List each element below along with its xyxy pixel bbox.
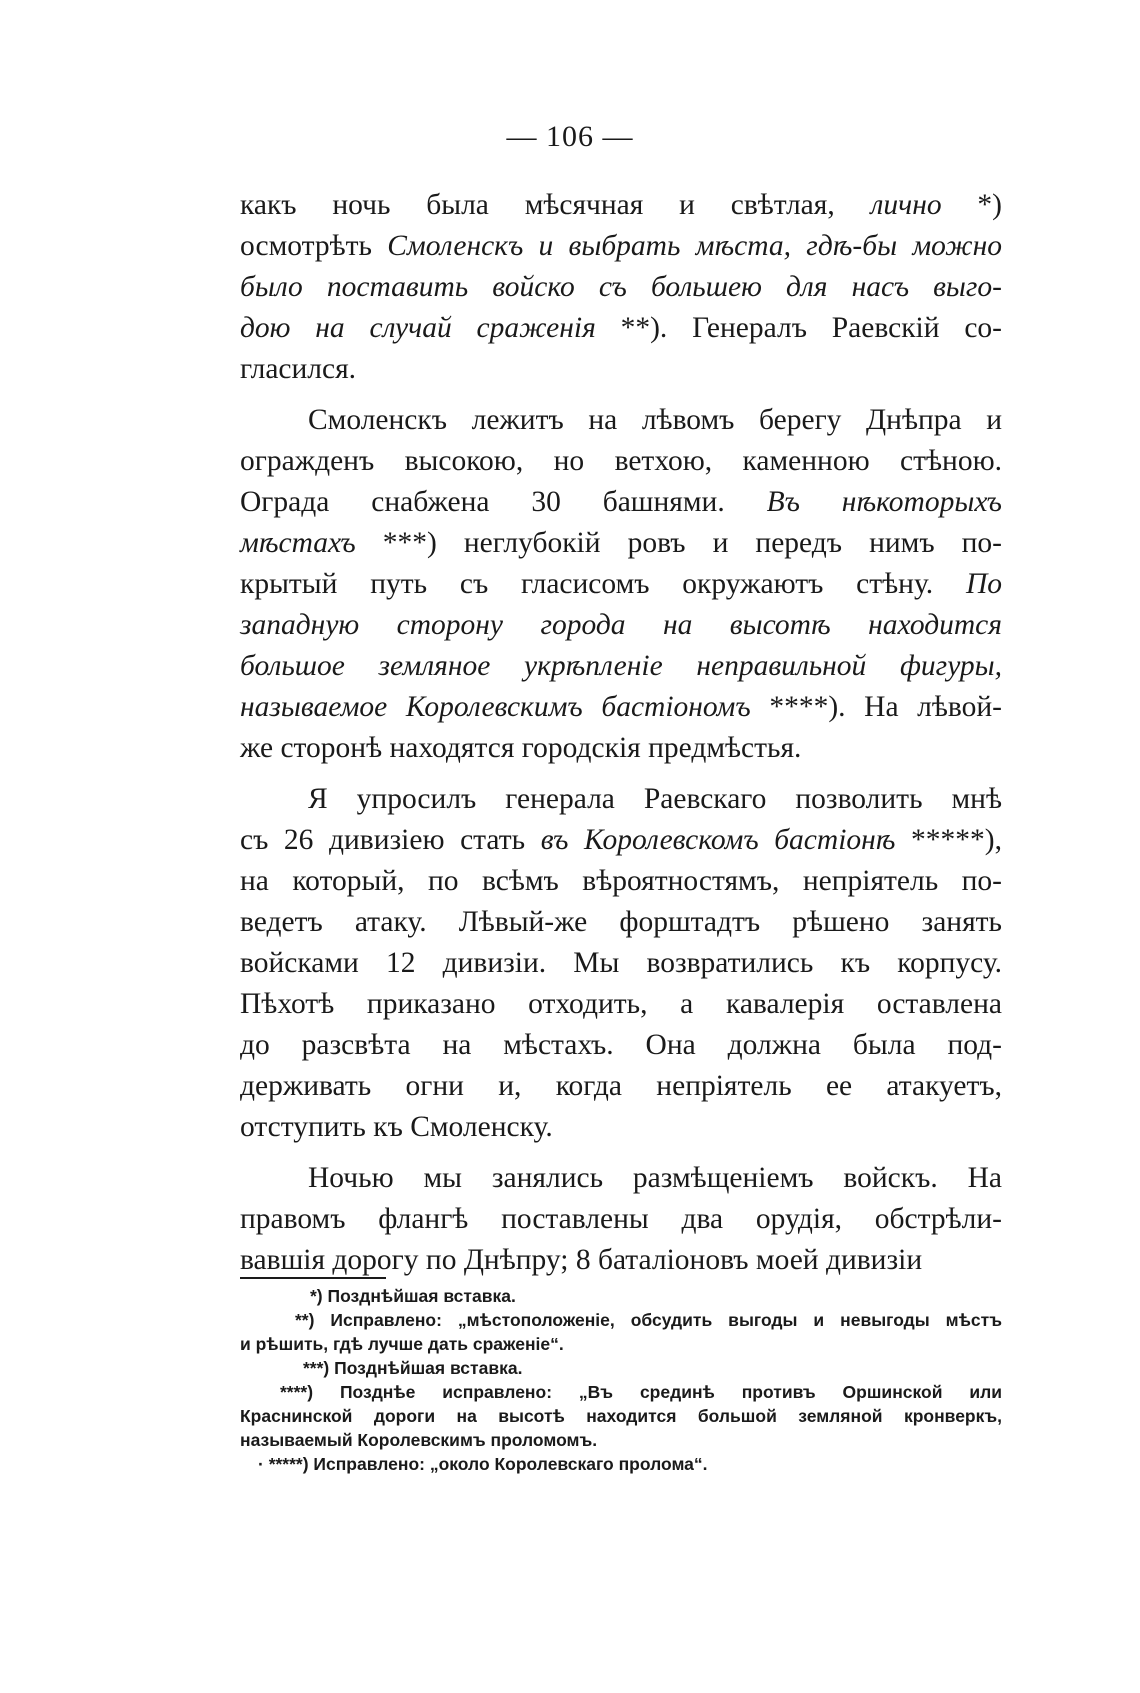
text-line: [240, 308, 1002, 349]
text: осмотрѣть: [240, 230, 388, 262]
text: Я упросилъ генерала Раевскаго позволить мнѣ: [308, 783, 1002, 815]
text-line: [240, 185, 1002, 226]
text: же сторонѣ находятся городскія предмѣстья.: [240, 732, 802, 764]
footnote-divider: [240, 1277, 386, 1279]
text: Смоленскъ лежитъ на лѣвомъ берегу Днѣпра и: [308, 404, 1002, 436]
text: вавшія дорогу по Днѣпру; 8 баталіоновъ моей дивизіи: [240, 1244, 923, 1276]
text-line: [240, 267, 1002, 308]
italic-text: было поставить войско съ большею для насъ выго-: [240, 271, 1002, 303]
text-line: [240, 779, 1002, 820]
text-line: [240, 820, 1002, 861]
footnote-2-continued: и рѣшить, гдѣ лучше дать сраженіе“.: [240, 1334, 564, 1354]
text: Ограда снабжена 30 башнями.: [240, 486, 767, 518]
text-line: [240, 984, 1002, 1025]
text: ***) неглубокій ровъ и передъ нимъ по-: [355, 527, 1002, 559]
text-line: [240, 226, 1002, 267]
text: держивать огни и, когда непріятель ее атакуетъ,: [240, 1070, 1002, 1102]
text: Пѣхотѣ приказано отходить, а кавалерія оставлена: [240, 988, 1002, 1020]
text-line: [240, 564, 1002, 605]
text: гласился.: [240, 353, 357, 385]
text: съ 26 дивизіею стать: [240, 824, 541, 856]
italic-text: въ Королевскомъ бастіонѣ: [540, 824, 896, 856]
text: **). Генералъ Раевскій со-: [595, 312, 1003, 344]
paragraph: [240, 1158, 1002, 1281]
text: огражденъ высокою, но ветхою, каменною стѣною.: [240, 445, 1002, 477]
italic-text: Въ нѣкоторыхъ: [766, 486, 1002, 518]
italic-text: По: [965, 568, 1002, 600]
text-line: [240, 482, 1002, 523]
text: крытый путь съ гласисомъ окружаютъ стѣну.: [240, 568, 966, 600]
text-line: [240, 1158, 1002, 1199]
text-line: [240, 902, 1002, 943]
italic-text: мѣстахъ: [240, 527, 356, 559]
text: ****). На лѣвой-: [750, 691, 1002, 723]
text-line: [240, 728, 1002, 769]
italic-text: Смоленскъ и выбрать мѣста, гдѣ-бы можно: [387, 230, 1002, 262]
text: Ночью мы занялись размѣщеніемъ войскъ. На: [308, 1162, 1002, 1194]
text-line: [240, 646, 1002, 687]
text-line: [240, 687, 1002, 728]
text: *****),: [895, 824, 1003, 856]
italic-text: лично: [870, 189, 942, 221]
paragraph: [240, 400, 1002, 769]
text: ведетъ атаку. Лѣвый-же форштадтъ рѣшено занять: [240, 906, 1002, 938]
footnotes: [240, 1284, 1002, 1476]
footnote-1: *) Позднѣйшая вставка.: [310, 1286, 516, 1306]
italic-text: большое земляное укрѣпленіе неправильной фигуры,: [240, 650, 1002, 682]
text: какъ ночь была мѣсячная и свѣтлая,: [240, 189, 871, 221]
footnote-4-continued: Краснинской дороги на высотѣ находится большой земляной кронверкъ,: [240, 1406, 1002, 1426]
text-line: [240, 1107, 1002, 1148]
footnote-2: **) Исправлено: „мѣстоположеніе, обсудить выгоды и невыгоды мѣстъ: [295, 1310, 1002, 1330]
paragraph: [240, 185, 1002, 390]
text: на который, по всѣмъ вѣроятностямъ, непріятель по-: [240, 865, 1002, 897]
footnote-5: · *****) Исправлено: „около Королевскаго пролома“.: [258, 1454, 708, 1474]
text-line: [240, 1025, 1002, 1066]
footnote-4-end: называемый Королевскимъ проломомъ.: [240, 1430, 598, 1450]
text-line: [240, 523, 1002, 564]
italic-text: называемое Королевскимъ бастіономъ: [240, 691, 751, 723]
italic-text: западную сторону города на высотѣ находится: [240, 609, 1002, 641]
text: правомъ флангѣ поставлены два орудія, обстрѣли-: [240, 1203, 1002, 1235]
footnote-4: ****) Позднѣе исправлено: „Въ срединѣ противъ Оршинской или: [280, 1382, 1002, 1402]
footnote-3: ***) Позднѣйшая вставка.: [303, 1358, 523, 1378]
text-line: [240, 441, 1002, 482]
text: отступить къ Смоленску.: [240, 1111, 553, 1143]
text: *): [941, 189, 1002, 221]
main-text: [240, 185, 1002, 1291]
text-line: [240, 861, 1002, 902]
text-line: [240, 605, 1002, 646]
text-line: [240, 349, 1002, 390]
text: войсками 12 дивизіи. Мы возвратились къ корпусу.: [240, 947, 1002, 979]
text-line: [240, 1240, 1002, 1281]
text: до разсвѣта на мѣстахъ. Она должна была под-: [240, 1029, 1002, 1061]
text-line: [240, 1066, 1002, 1107]
paragraph: [240, 779, 1002, 1148]
text-line: [240, 1199, 1002, 1240]
italic-text: дою на случай сраженія: [240, 312, 596, 344]
page-number: — 106 —: [506, 120, 634, 153]
text-line: [240, 943, 1002, 984]
text-line: [240, 400, 1002, 441]
